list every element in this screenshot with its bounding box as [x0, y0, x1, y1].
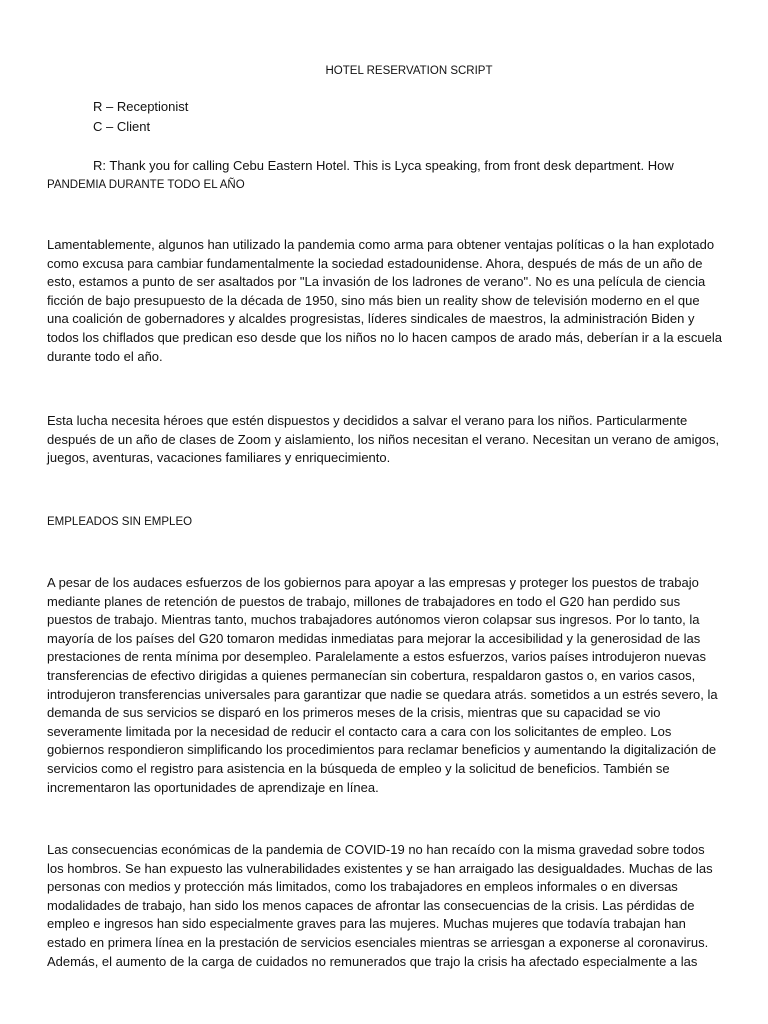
- paragraph-2: Esta lucha necesita héroes que estén dispuestos y decididos a salvar el verano para los niños. Particularmente después de un año de clases de Zoom y aislamiento, los niños necesitan el verano. Necesitan un verano de amigos, juegos, aventuras, vacaciones familiares y enriquecimiento.: [47, 413, 720, 466]
- paragraph-4: Las consecuencias económicas de la pandemia de COVID-19 no han recaído con la misma gravedad sobre todos los hombros. Se han expuesto las vulnerabilidades existentes y se han arraigado las desigualdades. Muchas de las personas con medios y protección más limitados, como los trabajadores en empleos informales o en diversas modalidades de trabajo, han sido los menos capaces de afrontar las consecuencias de la crisis. Las pérdidas de empleo e ingresos han sido especialmente graves para las mujeres. Muchas mujeres que todavía trabajan han estado en primera línea en la prestación de servicios esenciales mientras se arriesgan a exponerse al coronavirus. Además, el aumento de la carga de cuidados no remunerados que trajo la crisis ha afectado especialmente a las: [47, 842, 713, 969]
- role-client: C – Client: [93, 119, 151, 134]
- paragraph-1: Lamentablemente, algunos han utilizado la pandemia como arma para obtener ventajas políticas o la han explotado como excusa para cambiar fundamentalmente la sociedad estadounidense. Ahora, después de más de un año de esto, estamos a punto de ser asaltados por "La invasión de los ladrones de verano". No es una película de ciencia ficción de bajo presupuesto de la década de 1950, sino más bien un reality show de televisión moderno en el que una coalición de gobernadores y alcaldes progresistas, líderes sindicales de maestros, la administración Biden y todos los chiflados que predican eso desde que los niños no lo hacen campos de arado más, deberían ir a la escuela durante todo el año.: [47, 237, 722, 364]
- role-receptionist: R – Receptionist: [93, 99, 189, 114]
- document-title: HOTEL RESERVATION SCRIPT: [325, 65, 493, 77]
- intro-line: R: Thank you for calling Cebu Eastern Hotel. This is Lyca speaking, from front desk department. How: [93, 158, 674, 173]
- section-heading-empleados: EMPLEADOS SIN EMPLEO: [47, 516, 193, 528]
- section-heading-pandemia: PANDEMIA DURANTE TODO EL AÑO: [47, 179, 245, 191]
- paragraph-3: A pesar de los audaces esfuerzos de los gobiernos para apoyar a las empresas y proteger los puestos de trabajo mediante planes de retención de puestos de trabajo, millones de trabajadores en todo el G20 han perdido sus puestos de trabajo. Mientras tanto, muchos trabajadores autónomos vieron colapsar sus ingresos. Por lo tanto, la mayoría de los países del G20 tomaron medidas inmediatas para mejorar la accesibilidad y la generosidad de las prestaciones de renta mínima por desempleo. Paralelamente a estos esfuerzos, varios países introdujeron nuevas transferencias de efectivo dirigidas a quienes permanecían sin cobertura, respaldaron gastos o, en varios casos, introdujeron transferencias universales para garantizar que nadie se quedara atrás. sometidos a un estrés severo, la demanda de sus servicios se disparó en los primeros meses de la crisis, mientras que su capacidad se vio severamente limitada por la necesidad de reducir el contacto cara a cara con los solicitantes de empleo. Los gobiernos respondieron simplificando los procedimientos para reclamar beneficios y aumentando la digitalización de servicios como el registro para asistencia en la búsqueda de empleo y la solicitud de beneficios. También se incrementaron las oportunidades de aprendizaje en línea.: [47, 575, 718, 795]
